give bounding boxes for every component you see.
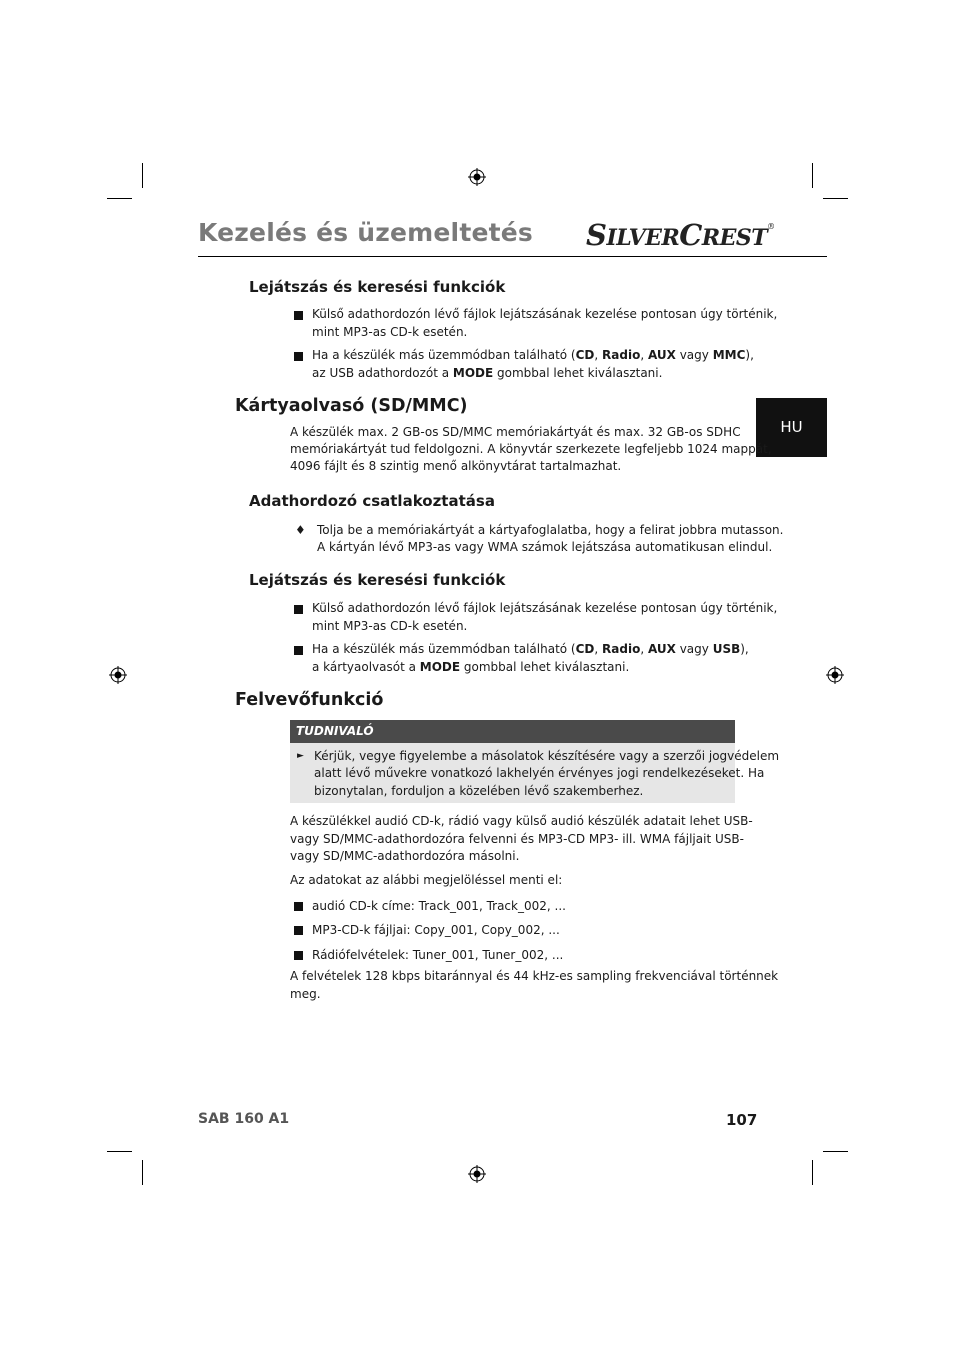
list-item-text: Ha a készülék más üzemmódban található (CD, Radio, AUX vagy MMC), xyxy=(312,348,754,362)
crop-mark xyxy=(107,198,132,199)
diamond-bullet-icon: ♦ xyxy=(295,523,306,537)
list-item-text: a kártyaolvasót a MODE gombbal lehet kiválasztani. xyxy=(312,660,630,674)
bullet-square-icon xyxy=(294,951,303,960)
page-title: Kezelés és üzemeltetés xyxy=(198,218,534,247)
list-item-text: MP3-CD-k fájljai: Copy_001, Copy_002, ... xyxy=(312,923,560,937)
note-text: alatt lévő művekre vonatkozó lakhelyén érvényes jogi rendelkezéseket. Ha xyxy=(314,766,765,780)
bullet-square-icon xyxy=(294,646,303,655)
crop-mark xyxy=(812,1160,813,1185)
paragraph-text: A készülékkel audió CD-k, rádió vagy külső audió készülék adatait lehet USB- xyxy=(290,814,753,828)
paragraph-text: Az adatokat az alábbi megjelöléssel menti el: xyxy=(290,873,563,887)
paragraph-text: A készülék max. 2 GB-os SD/MMC memóriakártyát és max. 32 GB-os SDHC xyxy=(290,425,741,439)
header-rule xyxy=(198,256,827,257)
section-heading: Kártyaolvasó (SD/MMC) xyxy=(235,396,468,416)
note-text: bizonytalan, forduljon a közelében lévő szakemberhez. xyxy=(314,784,644,798)
note-header: TUDNIVALÓ xyxy=(290,720,735,743)
brand-logo: SILVERCREST® xyxy=(586,218,775,252)
list-item-text: A kártyán lévő MP3-as vagy WMA számok lejátszása automatikusan elindul. xyxy=(317,540,773,554)
list-item-text: mint MP3-as CD-k esetén. xyxy=(312,619,468,633)
language-tab: HU xyxy=(756,398,827,457)
list-item-text: az USB adathordozót a MODE gombbal lehet kiválasztani. xyxy=(312,366,663,380)
list-item-text: Külső adathordozón lévő fájlok lejátszásának kezelése pontosan úgy történik, xyxy=(312,307,778,321)
paragraph-text: vagy SD/MMC-adathordozóra másolni. xyxy=(290,849,520,863)
section-heading: Lejátszás és keresési funkciók xyxy=(249,571,506,589)
list-item-text: mint MP3-as CD-k esetén. xyxy=(312,325,468,339)
list-item-text: Külső adathordozón lévő fájlok lejátszásának kezelése pontosan úgy történik, xyxy=(312,601,778,615)
registration-mark-icon xyxy=(826,666,844,684)
registration-mark-icon xyxy=(109,666,127,684)
list-item-text: Tolja be a memóriakártyát a kártyafoglalatba, hogy a felirat jobbra mutasson. xyxy=(317,523,784,537)
list-item-text: audió CD-k címe: Track_001, Track_002, ... xyxy=(312,899,566,913)
crop-mark xyxy=(107,1151,132,1152)
registration-mark-icon xyxy=(468,168,486,186)
section-heading: Adathordozó csatlakoztatása xyxy=(249,492,495,510)
section-heading: Felvevőfunkció xyxy=(235,690,384,710)
crop-mark xyxy=(142,1160,143,1185)
page-number: 107 xyxy=(726,1111,758,1129)
footer-model: SAB 160 A1 xyxy=(198,1111,290,1127)
bullet-square-icon xyxy=(294,311,303,320)
paragraph-text: vagy SD/MMC-adathordozóra felvenni és MP3-CD MP3- ill. WMA fájljait USB- xyxy=(290,832,744,846)
bullet-square-icon xyxy=(294,605,303,614)
crop-mark xyxy=(823,1151,848,1152)
section-heading: Lejátszás és keresési funkciók xyxy=(249,278,506,296)
note-text: Kérjük, vegye figyelembe a másolatok készítésére vagy a szerzői jogvédelem xyxy=(314,749,780,763)
crop-mark xyxy=(142,163,143,188)
paragraph-text: memóriakártyát tud feldolgozni. A könyvtár szerkezete legfeljebb 1024 mappát, xyxy=(290,442,772,456)
list-item-text: Ha a készülék más üzemmódban található (CD, Radio, AUX vagy USB), xyxy=(312,642,749,656)
crop-mark xyxy=(812,163,813,188)
paragraph-text: meg. xyxy=(290,987,321,1001)
bullet-square-icon xyxy=(294,926,303,935)
list-item-text: Rádiófelvételek: Tuner_001, Tuner_002, ... xyxy=(312,948,564,962)
bullet-square-icon xyxy=(294,352,303,361)
paragraph-text: A felvételek 128 kbps bitaránnyal és 44 kHz-es sampling frekvenciával történnek xyxy=(290,969,779,983)
bullet-square-icon xyxy=(294,902,303,911)
arrow-bullet-icon: ► xyxy=(297,751,304,761)
registration-mark-icon xyxy=(468,1165,486,1183)
crop-mark xyxy=(823,198,848,199)
paragraph-text: 4096 fájlt és 8 szintig menő alkönyvtárat tartalmazhat. xyxy=(290,459,622,473)
